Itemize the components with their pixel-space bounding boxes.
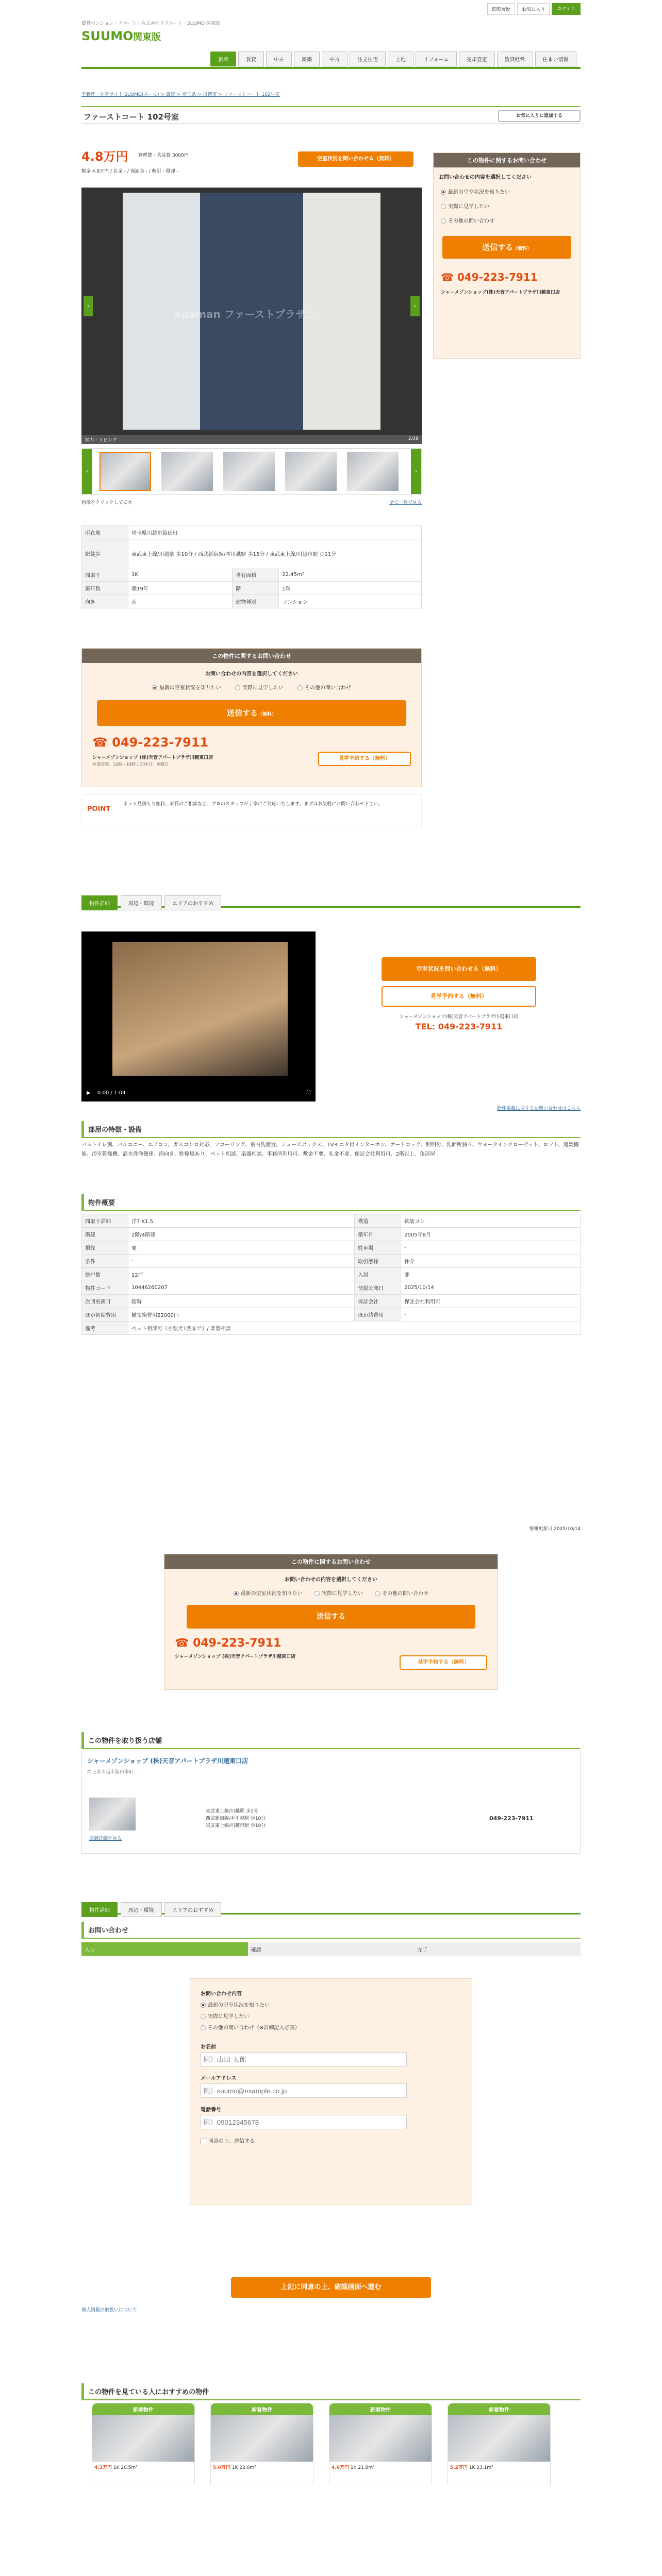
form-question: お問い合わせ内容 (201, 1991, 242, 1997)
video-player[interactable] (81, 931, 316, 1101)
overview-value: ペット相談可（小型犬1匹まで）/ 楽器相談 (128, 1321, 581, 1335)
detail-value: 22.45m² (279, 568, 422, 582)
form-option[interactable] (201, 2011, 461, 2023)
inquiry2-option[interactable] (375, 1591, 428, 1597)
recommend-tag: 新着物件 (448, 2403, 550, 2415)
video-side (382, 957, 536, 1031)
table-row (82, 1268, 581, 1281)
overview-heading: 物件概要 (81, 1194, 581, 1211)
nav-item-used[interactable]: 中古 (266, 52, 292, 66)
side-tel-number: 049-223-7911 (457, 271, 538, 283)
checkbox-icon (201, 2139, 206, 2144)
thumbnail[interactable] (100, 452, 151, 491)
point-box (81, 794, 422, 827)
login-button[interactable]: ログイン (552, 3, 581, 15)
overview-value: 洋7 K1.5 (128, 1214, 355, 1228)
detail-tabs (81, 895, 581, 908)
radio-icon (441, 204, 446, 209)
tab-detail[interactable]: 物件詳細 (81, 895, 118, 910)
overview-value: 12戸 (128, 1268, 355, 1281)
shop-heading: この物件を取り扱う店舗 (81, 1732, 581, 1749)
table-row (82, 1281, 581, 1295)
table-row (82, 1214, 581, 1228)
inquiry2-tel: ☎ 049-223-7911 (175, 1637, 282, 1650)
nav-item-land[interactable]: 土地 (388, 52, 413, 66)
form-option-label: その他の問い合わせ（※詳細記入必須） (208, 2025, 300, 2031)
overview-key: 総戸数 (82, 1268, 128, 1281)
nav-item-manage[interactable]: 賃貸経営 (497, 52, 533, 66)
shop-addr: 埼玉県川越市脇田本町… (87, 1770, 139, 1775)
detail-value: 埼玉県川越市脇田町 (128, 526, 422, 539)
overview-key: 構造 (355, 1214, 401, 1228)
radio-icon (152, 685, 157, 690)
video-tel: TEL: 049-223-7911 (415, 1022, 503, 1031)
prev-arrow-icon[interactable]: ‹ (84, 296, 93, 316)
inquiry2-visit-button[interactable]: 見学予約する（無料） (400, 1655, 487, 1670)
inquiry-option-label: 最新の空室状況を知りたい (159, 685, 221, 691)
recommend-info (92, 2462, 194, 2472)
recommend-tag: 新着物件 (92, 2403, 194, 2415)
form-option-label: 最新の空室状況を知りたい (208, 2003, 270, 2008)
history-link[interactable]: 閲覧履歴 (487, 3, 515, 15)
overview-value: 保証会社利用可 (401, 1295, 581, 1308)
inquiry-shop-hours: 営業時間：10時～19時 / 定休日：水曜日 (92, 762, 169, 767)
inquiry-question: お問い合わせの内容を選択してください (205, 671, 298, 677)
recommend-price: 4.6万円 (332, 2465, 349, 2470)
overview-value: 10446260207 (128, 1281, 355, 1295)
overview-value: 鉄筋コン (401, 1214, 581, 1228)
thumbnail[interactable] (347, 452, 399, 491)
photo-caption: 室内・リビング (85, 438, 117, 443)
shop-line: 西武新宿線/本川越駅 歩10分 (206, 1816, 266, 1821)
recommend-area: 20.5m² (121, 2465, 138, 2470)
inquiry-options (82, 683, 421, 691)
table-row (82, 1228, 581, 1241)
radio-icon (297, 685, 303, 690)
header-bar (81, 67, 581, 69)
thumbnail[interactable] (223, 452, 275, 491)
shop-line: 東武東上線/川越駅 歩1分 (206, 1809, 258, 1814)
inquiry-tel-number: 049-223-7911 (112, 735, 209, 750)
detail-key: 階 (233, 582, 279, 595)
table-row (82, 1255, 581, 1268)
form-option[interactable] (201, 2000, 461, 2011)
recommend-info (448, 2462, 550, 2472)
recommend-list (81, 2403, 581, 2496)
rent-deposit: 敷金 4.8万円 / 礼金 - / 保証金 - / 敷引・償却 - (81, 169, 178, 174)
detail-value: 東武東上線/川越駅 歩10分 / 西武新宿線/本川越駅 歩15分 / 東武東上線/川越市駅 歩11分 (128, 539, 422, 568)
overview-key: ほか初期費用 (82, 1308, 128, 1321)
detail-value: 南 (128, 595, 233, 608)
inquiry2-option-label: 実際に見学したい (322, 1591, 363, 1597)
recommend-card[interactable] (210, 2403, 313, 2485)
recommend-photo (329, 2415, 432, 2462)
inquiry2-tel-number: 049-223-7911 (193, 1637, 282, 1650)
overview-key: 駐車場 (355, 1241, 401, 1255)
overview-key: 保証会社 (355, 1295, 401, 1308)
main-nav (210, 52, 577, 66)
radio-icon (201, 2014, 206, 2019)
recommend-photo (92, 2415, 194, 2462)
table-row (82, 539, 422, 568)
detail-value: 1K (128, 568, 233, 582)
inquiry-box (81, 648, 422, 787)
inquiry-tel: ☎ 049-223-7911 (92, 735, 209, 750)
radio-icon (201, 2025, 206, 2030)
overview-key: 階建 (82, 1228, 128, 1241)
overview-key: 条件 (82, 1255, 128, 1268)
side-option[interactable] (441, 185, 573, 200)
details-table (81, 526, 422, 608)
side-question: お問い合わせの内容を選択してください (439, 175, 532, 180)
recommend-tag: 新着物件 (329, 2403, 432, 2415)
table-row (82, 1241, 581, 1255)
video-report (81, 1105, 581, 1111)
inquiry-option-label: 実際に見学したい (242, 685, 284, 691)
nav-item-info[interactable]: 住まい情報 (535, 52, 576, 66)
photo-links (81, 499, 422, 505)
side-option[interactable] (441, 214, 573, 229)
nav-item-rent[interactable]: 賃貸 (238, 52, 264, 66)
recommend-photo (448, 2415, 550, 2462)
photo-enlarge-note: 画像をクリックして拡大 (81, 500, 133, 505)
form-steps (81, 1942, 581, 1956)
overview-key: 損保 (82, 1241, 128, 1255)
inquiry2-option-label: 最新の空室状況を知りたい (240, 1591, 303, 1597)
radio-icon (375, 1591, 380, 1596)
inquiry-option-label: その他の問い合わせ (305, 685, 352, 691)
form-step: 確認 (248, 1942, 415, 1956)
recommend-card[interactable] (448, 2403, 551, 2485)
rent-price: 4.8万円 (81, 149, 128, 164)
inquiry2-shop: シャーメゾンショップ (株)天音アパートプラザ川越東口店 (175, 1654, 296, 1659)
shop-photo (89, 1798, 136, 1831)
overview-value: 要 (128, 1241, 355, 1255)
tel-label: 電話番号 (201, 2107, 221, 2113)
thumb-prev-icon[interactable]: ‹ (82, 449, 92, 494)
recommend-area: 22.0m² (239, 2465, 256, 2470)
table-row (82, 582, 422, 595)
overview-value: - (128, 1255, 355, 1268)
overview-value: 即 (401, 1268, 581, 1281)
inquiry2-option[interactable] (315, 1591, 363, 1597)
favorite-button[interactable]: お気に入りに追加する (498, 110, 581, 122)
features-text: バストイレ別、バルコニー、エアコン、ガスコンロ対応、フローリング、室内洗濯置、シューズボックス、TVモニタ付インターホン、オートロック、照明付、洗面所独立、ウォークインクローゼット、ロフト、追焚機能、浴室乾燥機、温水洗浄便座、南向き、駐輪場あり、ペット相談、楽器相談、事務所利用可、敷金不要、礼金不要、保証会社利用可、2階以上、角部屋 (81, 1142, 579, 1157)
photo-watermark: apaman ファーストプラザ… (174, 308, 316, 320)
detail-key: 所在地 (82, 526, 128, 539)
overview-value: 仲介 (401, 1255, 581, 1268)
side-option-label: その他の問い合わせ (448, 218, 494, 224)
inquiry-option[interactable] (235, 685, 284, 691)
photo-caption-bar (81, 435, 422, 444)
cta-top-button[interactable]: 空室状況を問い合わせる（無料） (298, 151, 413, 167)
inquiry2-options (164, 1589, 498, 1597)
shop-detail-link[interactable]: 店舗詳細を見る (89, 1836, 122, 1841)
shop-lines (206, 1808, 266, 1829)
tab-area[interactable]: エリアのおすすめ (164, 895, 221, 910)
form-heading: お問い合わせ (81, 1922, 581, 1939)
detail-value: 1階 (279, 582, 422, 595)
inquiry-header: この物件に関するお問い合わせ (82, 649, 421, 663)
inquiry2-submit-label: 送信する (317, 1613, 345, 1621)
inquiry-visit-button[interactable]: 見学予約する（無料） (318, 752, 411, 766)
tab-surrounding[interactable]: 周辺・環境 (121, 1902, 162, 1917)
video-frame (112, 942, 288, 1076)
nav-item-order[interactable]: 注文住宅 (350, 52, 386, 66)
region-label: 関東版 (133, 32, 161, 43)
inquiry-submit-button[interactable] (97, 700, 406, 726)
side-submit-sub: （無料） (513, 246, 532, 251)
overview-note-text: 情報更新日 2025/10/14 (529, 1527, 581, 1532)
detail-key: 建物種別 (233, 595, 279, 608)
recommend-card[interactable] (92, 2403, 195, 2485)
overview-value: 2025/10/14 (401, 1281, 581, 1295)
radio-icon (441, 190, 446, 195)
inquiry-box-2 (164, 1554, 498, 1690)
radio-icon (315, 1591, 320, 1596)
form-step: 完了 (414, 1942, 581, 1956)
video-visit-button[interactable]: 見学予約する（無料） (382, 986, 536, 1007)
overview-value: 鍵交換費用22000円 (128, 1308, 355, 1321)
detail-key: 築年数 (82, 582, 128, 595)
video-cta-button[interactable]: 空室状況を問い合わせる（無料） (382, 957, 536, 981)
recommend-info (329, 2462, 432, 2472)
nav-item-sell[interactable]: 売却査定 (459, 52, 495, 66)
inquiry2-option-label: その他の問い合わせ (382, 1591, 429, 1597)
nav-item-used2[interactable]: 中古 (322, 52, 347, 66)
name-input[interactable] (201, 2052, 407, 2066)
overview-value: 2005年8月 (401, 1228, 581, 1241)
form-options (201, 2000, 461, 2034)
inquiry-option[interactable] (297, 685, 351, 691)
radio-icon (441, 218, 446, 224)
overview-key: 次回更新日 (82, 1295, 128, 1308)
shop-name[interactable]: シャーメゾンショップ (株)天音アパートプラザ川越東口店 (87, 1757, 249, 1765)
form-submit-button[interactable]: 上記に同意の上、確認画面へ進む (231, 2277, 431, 2298)
overview-key: 取引態様 (355, 1255, 401, 1268)
recommend-tag: 新着物件 (211, 2403, 313, 2415)
favorite-link[interactable]: お気に入り (517, 3, 550, 15)
thumbnail[interactable] (161, 452, 213, 491)
overview-key: 入居 (355, 1268, 401, 1281)
recommend-layout: 1K (231, 2465, 238, 2470)
table-row (82, 1308, 581, 1321)
table-row (82, 1295, 581, 1308)
nav-item-newbuild[interactable]: 新築 (294, 52, 320, 66)
table-row (82, 1321, 581, 1335)
radio-icon (235, 685, 240, 690)
page-title: ファーストコート 102号室 (84, 112, 179, 122)
overview-key: 備考 (82, 1321, 128, 1335)
next-arrow-icon[interactable]: › (410, 296, 420, 316)
side-option-label: 最新の空室状況を知りたい (448, 190, 510, 195)
header-tools (487, 3, 581, 15)
title-bar (81, 106, 581, 124)
form-step: 入力 (81, 1942, 248, 1956)
recommend-price: 4.3万円 (94, 2465, 112, 2470)
overview-value: 随時 (128, 1295, 355, 1308)
recommend-info (211, 2462, 313, 2472)
overview-table (81, 1214, 581, 1335)
overview-key: 間取り詳細 (82, 1214, 128, 1228)
agree-label: 同意の上、送信する (208, 2139, 255, 2144)
privacy-note (81, 2306, 581, 2313)
side-options (434, 185, 580, 229)
detail-key: 向き (82, 595, 128, 608)
nav-item-new[interactable]: 新着 (210, 52, 236, 66)
rent-mgmt: 管理費・共益費 3000円 (138, 153, 189, 158)
recommend-heading: この物件を見ている人におすすめの物件 (81, 2383, 581, 2400)
inquiry-submit-sub: （無料） (258, 712, 277, 717)
thumbnail[interactable] (285, 452, 337, 491)
point-text: ネット見積もり無料、家賃のご相談など、プロのスタッフが丁寧にご対応いたします。まずはお気軽にお問い合わせ下さい。 (123, 802, 383, 807)
side-tel: ☎ 049-223-7911 (441, 271, 538, 283)
detail-tabs-2 (81, 1902, 581, 1914)
play-icon[interactable]: ▶ (87, 1090, 91, 1096)
thumb-next-icon[interactable]: › (411, 449, 421, 494)
recommend-layout: 1K (350, 2465, 357, 2470)
inquiry2-question: お問い合わせの内容を選択してください (285, 1577, 377, 1583)
side-option-label: 実際に見学したい (448, 204, 489, 210)
photo-count: 2/28 (408, 436, 419, 442)
breadcrumb-link[interactable]: 不動産・住宅サイト SUUMO(スーモ) > 賃貸 > 埼玉県 > 川越市 > ファーストコート 102号室 (81, 92, 280, 97)
photo-viewer[interactable] (81, 188, 422, 435)
overview-note (81, 1525, 581, 1532)
tab-detail[interactable]: 物件詳細 (81, 1902, 118, 1917)
point-label: POINT (87, 805, 111, 813)
photo-list-link[interactable]: 全て一覧で見る (389, 500, 422, 505)
radio-icon (234, 1591, 239, 1596)
table-row (82, 568, 422, 582)
radio-icon (201, 2003, 206, 2008)
overview-value: 2階/4階建 (128, 1228, 355, 1241)
overview-key: 物件コード (82, 1281, 128, 1295)
inquiry2-header: この物件に関するお問い合わせ (164, 1554, 498, 1569)
tel-input[interactable] (201, 2115, 407, 2129)
form-option-label: 実際に見学したい (208, 2014, 249, 2020)
overview-value: - (401, 1308, 581, 1321)
inquiry-submit-label: 送信する (226, 708, 258, 718)
recommend-area: 21.8m² (358, 2465, 375, 2470)
recommend-layout: 1K (469, 2465, 475, 2470)
agree-checkbox-row[interactable] (201, 2137, 461, 2144)
inquiry2-option[interactable] (234, 1591, 303, 1597)
inquiry2-submit-button[interactable] (187, 1605, 475, 1629)
detail-key: 間取り (82, 568, 128, 582)
tab-surrounding[interactable]: 周辺・環境 (121, 895, 162, 910)
table-row (82, 595, 422, 608)
side-inquiry-panel (433, 152, 581, 359)
form-panel (190, 1978, 472, 2205)
recommend-photo (211, 2415, 313, 2462)
thumbnail-strip (81, 448, 422, 495)
side-option[interactable] (441, 200, 573, 214)
shop-tel: 049-223-7911 (489, 1815, 534, 1822)
tab-area[interactable]: エリアのおすすめ (164, 1902, 221, 1917)
side-submit-button[interactable] (442, 236, 571, 259)
detail-value: 築19年 (128, 582, 233, 595)
name-label: お名前 (201, 2044, 216, 2050)
overview-key: 築年月 (355, 1228, 401, 1241)
side-shop: シャーメゾンショップ(株)天音アパートプラザ川越東口店 (441, 290, 560, 295)
recommend-card[interactable] (329, 2403, 432, 2485)
fullscreen-icon[interactable]: ⛶ (307, 1090, 310, 1096)
form-option[interactable] (201, 2023, 461, 2034)
overview-value: - (401, 1241, 581, 1255)
video-report-link[interactable]: 物件掲載に関するお問い合わせはこちら (496, 1106, 581, 1111)
mail-label: メールアドレス (201, 2076, 237, 2081)
recommend-price: 5.2万円 (450, 2465, 468, 2470)
overview-key: 情報公開日 (355, 1281, 401, 1295)
header-topline: 賃貸マンション・アパート | 株式会社リクルート・SUUMO 関東版 (81, 21, 220, 26)
mail-input[interactable] (201, 2083, 407, 2098)
nav-item-reform[interactable]: リフォーム (416, 52, 457, 66)
table-row (82, 526, 422, 539)
breadcrumb (81, 91, 581, 97)
recommend-price: 5.0万円 (213, 2465, 230, 2470)
detail-key: 駅徒歩 (82, 539, 128, 568)
video-controls (81, 1086, 316, 1101)
detail-key: 専有面積 (233, 568, 279, 582)
suumo-logo[interactable]: SUUMO (81, 29, 134, 43)
shop-card (81, 1751, 581, 1854)
recommend-layout: 1K (113, 2465, 120, 2470)
side-submit-label: 送信する (482, 243, 513, 252)
detail-value: マンション (279, 595, 422, 608)
inquiry-option[interactable] (152, 685, 221, 691)
video-time: 0:00 / 1:04 (97, 1090, 126, 1096)
shop-line: 東武東上線/川越市駅 歩10分 (206, 1823, 266, 1828)
inquiry-shop: シャーメゾンショップ (株)天音アパートプラザ川越東口店 (92, 755, 213, 760)
side-inquiry-header: この物件に関するお問い合わせ (434, 153, 580, 167)
recommend-area: 23.1m² (476, 2465, 493, 2470)
site-header (81, 0, 581, 72)
overview-key: ほか諸費用 (355, 1308, 401, 1321)
features-heading: 部屋の特徴・設備 (81, 1121, 581, 1138)
video-shop: シャーメゾンショップ(株)天音アパートプラザ川越東口店 (400, 1014, 518, 1020)
privacy-link[interactable]: 個人情報の取扱いについて (81, 2308, 137, 2313)
